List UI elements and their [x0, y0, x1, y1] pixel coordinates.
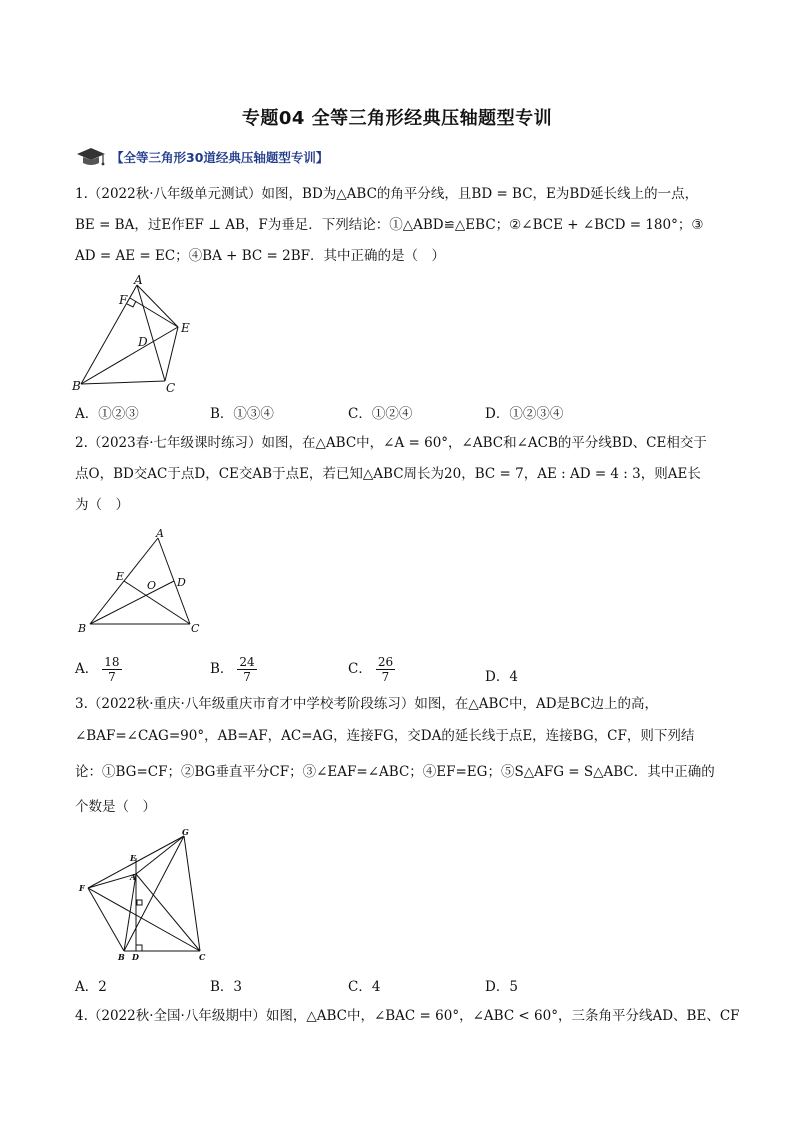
- q2-option-a-prefix: A．: [75, 661, 99, 677]
- q1-figure: [70, 274, 200, 396]
- q3-label-b: B: [118, 952, 125, 962]
- q2-option-a-num: 18: [104, 655, 120, 669]
- q3-options: [75, 975, 725, 995]
- q3-option-c[interactable]: C．4: [348, 979, 381, 995]
- q2-option-a[interactable]: [75, 655, 122, 684]
- q1-seg-ce: [165, 327, 178, 381]
- q2-line-2: 点O，BD交AC于点D，CE交AB于点E，若已知△ABC周长为20，BC = 7，AE : AD = 4 : 3，则AE长: [75, 466, 701, 482]
- q3-right-angle-d: [136, 945, 142, 951]
- section-header: [75, 146, 328, 168]
- q3-label-f: F: [79, 883, 85, 893]
- q1-option-b[interactable]: B．①③④: [210, 406, 274, 422]
- q2-label-o: O: [147, 579, 157, 592]
- section-label: 【全等三角形30道经典压轴题型专训】: [111, 150, 329, 165]
- q2-option-b-den: 7: [243, 670, 251, 684]
- q3-seg-gc: [184, 836, 200, 951]
- q3-label-a: A: [130, 872, 137, 882]
- q2-label-d: D: [177, 576, 186, 589]
- q2-options: [75, 649, 725, 685]
- q1-option-c[interactable]: C．①②④: [348, 406, 413, 422]
- q3-seg-ga: [136, 836, 184, 874]
- q3-option-b[interactable]: B．3: [210, 979, 243, 995]
- q1-option-d[interactable]: D．①②③④: [485, 406, 564, 422]
- q1-seg-bc: [81, 381, 165, 384]
- q2-option-d[interactable]: D．4: [485, 669, 518, 685]
- q2-option-a-den: 7: [108, 670, 116, 684]
- q2-option-b-fraction: [237, 655, 256, 684]
- q1-line-3: AD = AE = EC；④BA + BC = 2BF．其中正确的是（ ）: [75, 248, 445, 264]
- q2-option-c-den: 7: [381, 670, 390, 684]
- q1-options: [75, 402, 725, 422]
- q3-seg-fc: [88, 888, 200, 951]
- q1-label-e: E: [181, 321, 190, 335]
- q3-right-angle-box: [137, 900, 142, 905]
- q2-label-e: E: [116, 570, 125, 583]
- q2-line-1: 2.（2023春·七年级课时练习）如图，在△ABC中，∠A = 60°，∠ABC和∠ACB的平分线BD、CE相交于: [75, 435, 707, 451]
- q3-label-c: C: [199, 952, 206, 962]
- q1-option-a[interactable]: A．①②③: [75, 406, 139, 422]
- q2-option-c-num: 26: [377, 655, 394, 669]
- q3-label-g: G: [182, 828, 189, 837]
- q3-label-e: E: [130, 853, 137, 863]
- q1-right-angle: [127, 301, 136, 307]
- q1-label-a: A: [134, 274, 143, 287]
- q2-option-a-fraction: [102, 655, 121, 684]
- q1-seg-ab: [81, 285, 137, 384]
- q3-seg-fb: [88, 888, 124, 951]
- q2-option-c-fraction: [376, 655, 395, 684]
- q4-line-1: 4.（2022秋·全国·八年级期中）如图，△ABC中，∠BAC = 60°，∠ABC < 60°，三条角平分线AD、BE、CF: [75, 1008, 740, 1024]
- q2-option-b-num: 24: [239, 655, 255, 669]
- q3-seg-fa: [88, 874, 136, 888]
- q1-label-c: C: [166, 381, 176, 395]
- q3-line-1: 3.（2022秋·重庆·八年级重庆市育才中学校考阶段练习）如图，在△ABC中，AD是BC边上的高，: [75, 696, 659, 712]
- q2-label-c: C: [191, 622, 200, 635]
- q3-option-d[interactable]: D．5: [485, 979, 518, 995]
- q2-line-3: 为（ ）: [75, 497, 129, 513]
- q2-option-b[interactable]: [210, 655, 257, 684]
- q1-label-f: F: [119, 293, 128, 307]
- q2-label-b: B: [78, 622, 87, 635]
- q2-option-b-prefix: B．: [210, 661, 234, 677]
- q3-line-2: ∠BAF=∠CAG=90°，AB=AF，AC=AG，连接FG，交DA的延长线于点E，连接BG，CF，则下列结: [75, 728, 695, 744]
- q3-option-a[interactable]: A．2: [75, 979, 107, 995]
- q3-line-4: 个数是（ ）: [75, 799, 156, 815]
- page-title: 专题04 全等三角形经典压轴题型专训: [241, 108, 553, 129]
- q3-figure: [74, 828, 214, 966]
- q3-line-3: 论：①BG=CF；②BG垂直平分CF；③∠EAF=∠ABC；④EF=EG；⑤S△AFG = S△ABC．其中正确的: [75, 764, 715, 780]
- q1-label-d: D: [138, 335, 148, 349]
- q1-label-b: B: [72, 379, 81, 393]
- q2-option-c[interactable]: [348, 655, 395, 684]
- q3-label-d: D: [132, 952, 139, 962]
- graduation-cap-icon: [75, 146, 107, 168]
- q2-label-a: A: [156, 527, 164, 540]
- q2-option-c-prefix: C．: [348, 661, 372, 677]
- q2-seg-bd: [90, 581, 174, 624]
- q2-figure: [72, 526, 207, 636]
- q1-line-2: BE = BA，过E作EF ⊥ AB，F为垂足．下列结论：①△ABD≌△EBC；②∠BCE + ∠BCD = 180°；③: [75, 217, 704, 233]
- q1-line-1: 1.（2022秋·八年级单元测试）如图，BD为△ABC的角平分线，且BD = BC，E为BD延长线上的一点，: [75, 186, 699, 202]
